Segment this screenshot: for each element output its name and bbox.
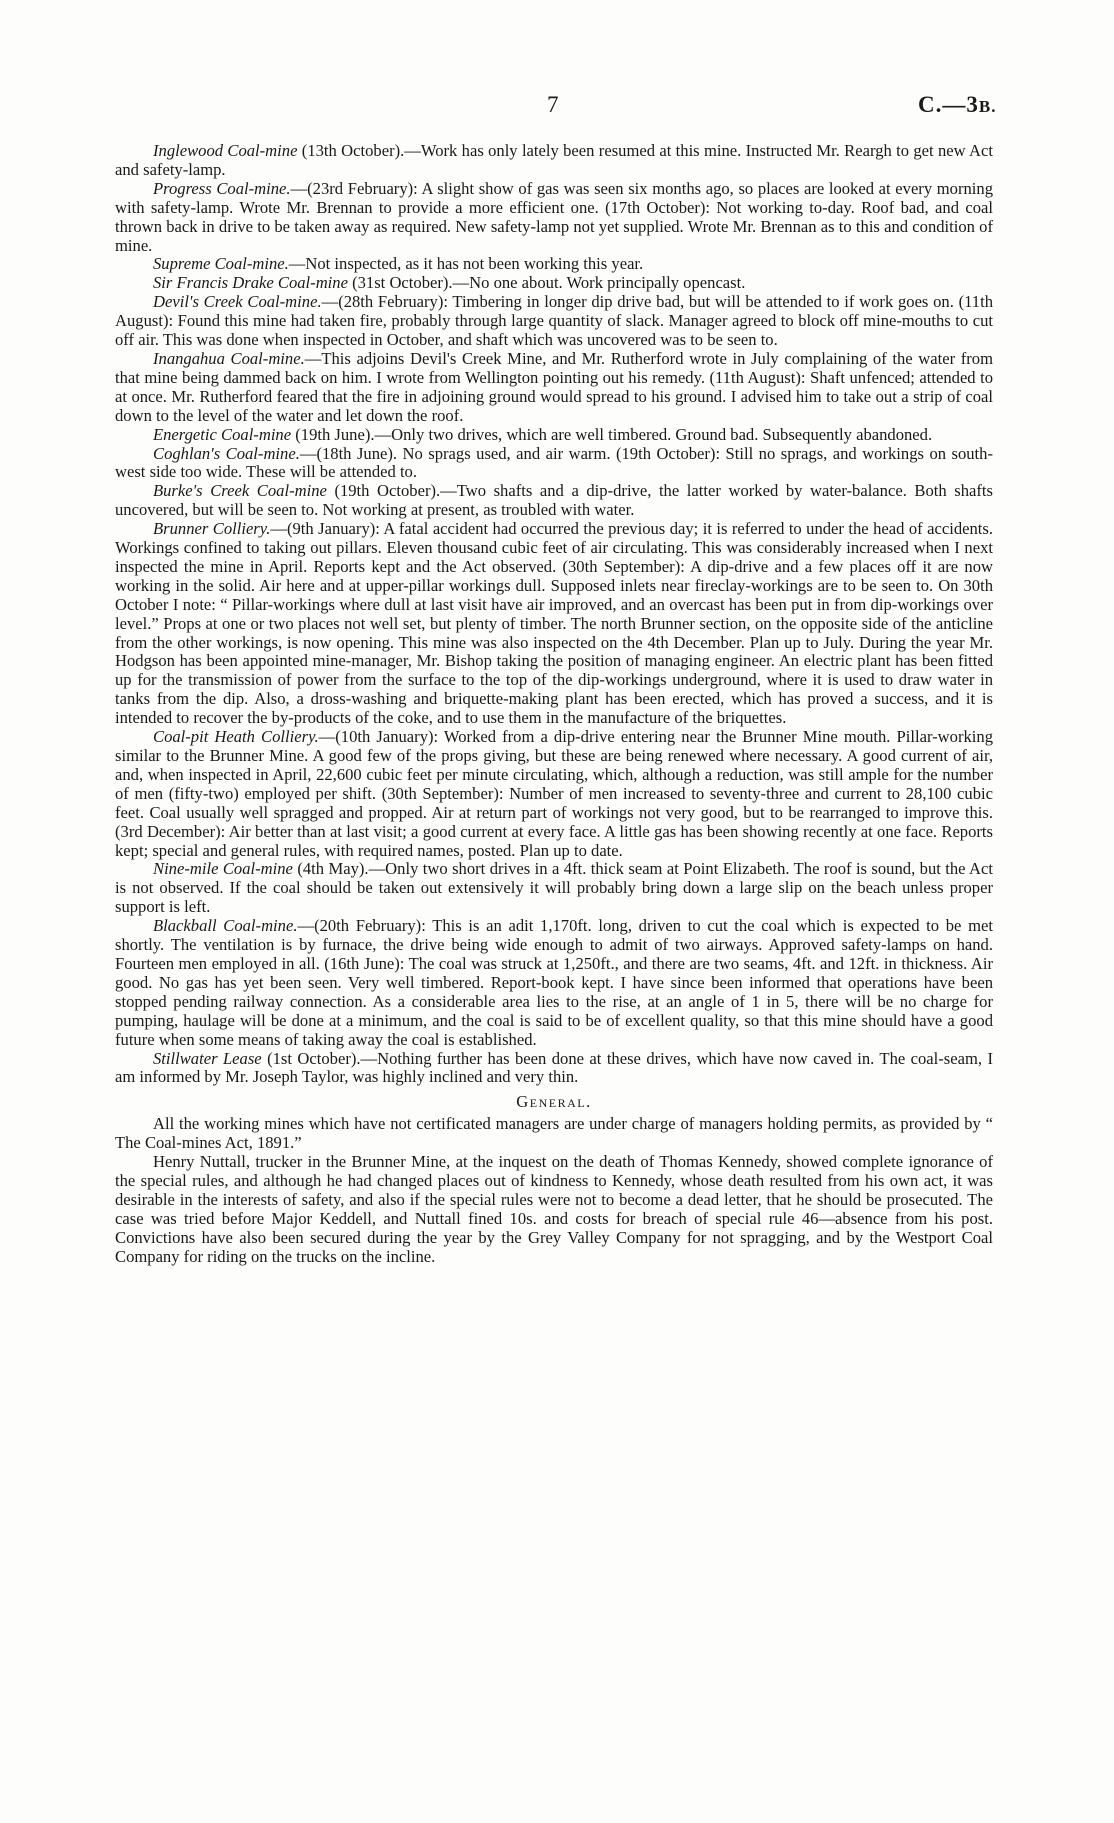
mine-name: Supreme Coal-mine.	[153, 254, 289, 274]
mine-entry-devils-creek	[115, 293, 993, 350]
page-number: 7	[547, 92, 559, 117]
mine-text: —Not inspected, as it has not been working this year.	[288, 254, 644, 274]
section-heading-general: General.	[516, 1092, 592, 1112]
general-paragraph: All the working mines which have not certificated managers are under charge of managers holding permits, as provided by “ The Coal-mines Act, 1891.”	[115, 1114, 993, 1153]
mine-entry-stillwater	[115, 1050, 993, 1088]
mine-entry-energetic	[115, 426, 993, 445]
mine-name: Stillwater Lease	[153, 1048, 262, 1068]
mine-name: Blackball Coal-mine.	[153, 916, 298, 936]
mine-entry-nine-mile	[115, 860, 993, 917]
mine-name: Energetic Coal-mine	[153, 424, 292, 444]
mine-name: Devil's Creek Coal-mine.	[153, 292, 322, 312]
mine-text: —(28th February): Timbering in longer dip drive bad, but will be attended to if work goes on. (11th August): Found this mine had taken fire, probably through large quantity of slack. Manager agreed to block off mine-mouths to cut off air. This was done when inspected in October, and shaft which was uncovered was to be seen to.	[115, 292, 993, 350]
document-code-suffix: B.	[978, 97, 997, 116]
mine-entry-brunner	[115, 520, 993, 728]
mine-name: Nine-mile Coal-mine	[153, 859, 293, 879]
mine-text: (13th October).—Work has only lately been resumed at this mine. Instructed Mr. Reargh to get new Act and safety-lamp.	[115, 141, 993, 179]
mine-text: —(20th February): This is an adit 1,170ft. long, driven to cut the coal which is expected to be met shortly. The ventilation is by furnace, the drive being wide enough to admit of two airways. Approved safety-lamps on hand. Fourteen men employed in all. (16th June): The coal was struck at 1,250ft., and there are two seams, 4ft. and 12ft. in thickness. Air good. No gas has yet been seen. Very well timbered. Report-book kept. I have since been informed that operations have been stopped pending railway connection. As a considerable area lies to the rise, at an angle of 1 in 5, there will be no charge for pumping, haulage will be done at a minimum, and the coal is said to be of excellent quality, so that this mine should have a good future when some means of taking away the coal is established.	[115, 916, 993, 1049]
mine-name: Sir Francis Drake Coal-mine	[153, 273, 348, 293]
mine-text: (1st October).—Nothing further has been done at these drives, which have now caved in. The coal-seam, I am informed by Mr. Joseph Taylor, was highly inclined and very thin.	[115, 1048, 993, 1087]
mine-entry-supreme	[115, 255, 993, 274]
general-paragraph: Henry Nuttall, trucker in the Brunner Mine, at the inquest on the death of Thomas Kennedy, showed complete ignorance of the special rules, and although he had changed places out of kindness to Kennedy, whose death resulted from his own act, it was desirable in the interests of safety, and also if the special rules were not to become a dead letter, that he should be prosecuted. The case was tried before Major Keddell, and Nuttall fined 10s. and costs for breach of special rule 46—absence from his post. Convictions have also been secured during the year by the Grey Valley Company for not spragging, and by the Westport Coal Company for riding on the trucks on the incline.	[115, 1152, 993, 1266]
mine-name: Inangahua Coal-mine.	[153, 348, 305, 368]
mine-text: (4th May).—Only two short drives in a 4ft. thick seam at Point Elizabeth. The roof is sound, but the Act is not observed. If the coal should be taken out extensively it will probably bring down a large slip on the beach unless proper support is left.	[115, 859, 994, 917]
mine-entry-coghlans	[115, 445, 993, 483]
mine-name: Brunner Colliery.	[153, 519, 271, 539]
document-code	[918, 92, 996, 118]
mine-entry-burkes-creek	[115, 482, 993, 520]
mine-text: —(18th June). No sprags used, and air warm. (19th October): Still no sprags, and workings on south-west side too wide. These will be attended to.	[115, 443, 993, 482]
mine-entry-inglewood	[115, 142, 993, 180]
mine-text: —(10th January): Worked from a dip-drive entering near the Brunner Mine mouth. Pillar-working similar to the Brunner Mine. A good few of the props giving, but these are being renewed where necessary. A good current of air, and, when inspected in April, 22,600 cubic feet per minute circulating, which, although a reduction, was still ample for the number of men (fifty-two) employed per shift. (30th September): Number of men increased to seventy-three and current to 28,100 cubic feet. Coal usually well spragged and propped. Air at return part of workings not very good, but to be rearranged to improve this. (3rd December): Air better than at last visit; a good current at every face. A little gas has been showing recently at one face. Reports kept; special and general rules, with required names, posted. Plan up to date.	[115, 727, 993, 860]
mine-text: (19th June).—Only two drives, which are well timbered. Ground bad. Subsequently abandoned.	[291, 424, 933, 444]
document-code-main: C.—3	[918, 92, 979, 117]
mine-name: Coal-pit Heath Colliery.	[153, 727, 319, 747]
mine-text: —(23rd February): A slight show of gas was seen six months ago, so places are looked at every morning with safety-lamp. Wrote Mr. Brennan to provide a more efficient one. (17th October): Not working to-day. Roof bad, and coal thrown back in drive to be taken away as required. New safety-lamp not yet supplied. Wrote Mr. Brennan as to this and condition of mine.	[115, 178, 994, 255]
mine-name: Inglewood Coal-mine	[153, 141, 298, 160]
mine-name: Coghlan's Coal-mine.	[153, 443, 300, 463]
mine-entry-progress	[115, 180, 993, 256]
mine-text: (19th October).—Two shafts and a dip-drive, the latter worked by water-balance. Both shafts uncovered, but will be seen to. Not working at present, as troubled with water.	[115, 481, 994, 520]
mine-entry-coal-pit-heath	[115, 728, 993, 860]
mine-text: (31st October).—No one about. Work principally opencast.	[347, 273, 746, 293]
mine-name: Burke's Creek Coal-mine	[153, 481, 327, 501]
mine-name: Progress Coal-mine.	[153, 178, 291, 198]
mine-entry-inangahua	[115, 350, 993, 426]
mine-text: —(9th January): A fatal accident had occurred the previous day; it is referred to under the head of accidents. Workings confined to taking out pillars. Eleven thousand cubic feet of air circulating. This was considerably increased when I next inspected the mine in April. Reports kept and the Act observed. (30th September): A dip-drive and a few places off it are now working in the solid. Air here and at upper-pillar workings dull. Supposed inlets near fireclay-workings are to be seen to. On 30th October I note: “ Pillar-workings where dull at last visit have air improved, and an overcast has been put in from dip-workings over level.” Props at one or two places not well set, but plenty of timber. The north Brunner section, on the opposite side of the anticline from the other workings, is now opening. This mine was also inspected on the 4th December. Plan up to July. During the year Mr. Hodgson has been appointed mine-manager, Mr. Bishop taking the position of managing engineer. An electric plant has been fitted up for the transmission of power from the surface to the top of the dip-workings underground, where it is used to draw water in tanks from the dip. Also, a dross-washing and briquette-making plant has been erected, which has proved a success, and it is intended to recover the by-products of the coke, and to use them in the manufacture of the briquettes.	[115, 519, 993, 728]
mine-entry-sir-francis-drake	[115, 274, 993, 293]
mine-text: —This adjoins Devil's Creek Mine, and Mr. Rutherford wrote in July complaining of the water from that mine being dammed back on him. I wrote from Wellington pointing out his remedy. (11th August): Shaft unfenced; attended to at once. Mr. Rutherford feared that the fire in adjoining ground would spread to his ground. I advised him to take out a strip of coal down to the level of the water and let down the roof.	[115, 348, 993, 425]
report-body	[115, 142, 993, 1266]
mine-entry-blackball	[115, 917, 993, 1049]
